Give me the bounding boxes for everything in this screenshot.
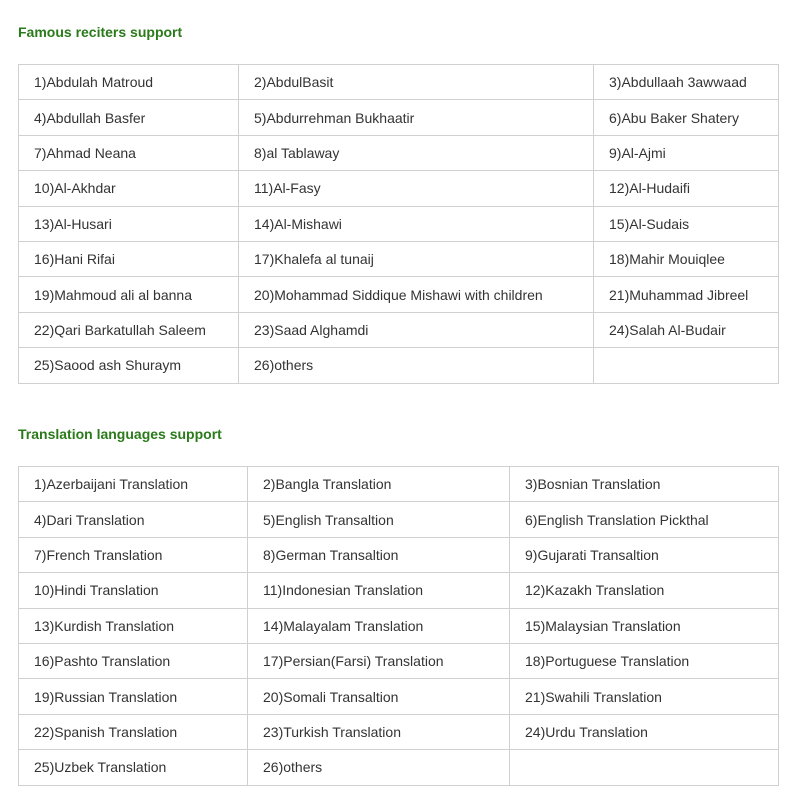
- table-cell: 21)Swahili Translation: [510, 679, 779, 714]
- table-cell: 19)Mahmoud ali al banna: [19, 277, 239, 312]
- table-cell: 5)Abdurrehman Bukhaatir: [239, 100, 594, 135]
- table-cell: 15)Malaysian Translation: [510, 608, 779, 643]
- table-cell: 13)Kurdish Translation: [19, 608, 248, 643]
- table-cell: 11)Al-Fasy: [239, 171, 594, 206]
- table-cell: 26)others: [248, 750, 510, 785]
- table-cell: 18)Portuguese Translation: [510, 643, 779, 678]
- table-row: [19, 135, 779, 170]
- table-cell: 7)Ahmad Neana: [19, 135, 239, 170]
- table-row: [19, 608, 779, 643]
- table-cell: 8)German Transaltion: [248, 537, 510, 572]
- table-cell: 14)Malayalam Translation: [248, 608, 510, 643]
- table-row: [19, 467, 779, 502]
- table-cell: [510, 750, 779, 785]
- reciters-table: [18, 64, 779, 384]
- table-cell: 24)Urdu Translation: [510, 714, 779, 749]
- table-cell: 20)Mohammad Siddique Mishawi with children: [239, 277, 594, 312]
- table-cell: 22)Qari Barkatullah Saleem: [19, 312, 239, 347]
- table-cell: 25)Uzbek Translation: [19, 750, 248, 785]
- table-cell: 11)Indonesian Translation: [248, 573, 510, 608]
- table-cell: 15)Al-Sudais: [594, 206, 779, 241]
- table-cell: 17)Khalefa al tunaij: [239, 241, 594, 276]
- table-cell: [594, 348, 779, 383]
- table-cell: 20)Somali Transaltion: [248, 679, 510, 714]
- table-row: [19, 348, 779, 383]
- table-row: [19, 100, 779, 135]
- table-row: [19, 277, 779, 312]
- table-cell: 10)Al-Akhdar: [19, 171, 239, 206]
- table-cell: 19)Russian Translation: [19, 679, 248, 714]
- table-cell: 8)al Tablaway: [239, 135, 594, 170]
- table-cell: 12)Al-Hudaifi: [594, 171, 779, 206]
- table-cell: 1)Abdulah Matroud: [19, 65, 239, 100]
- translations-table: [18, 466, 779, 786]
- table-cell: 7)French Translation: [19, 537, 248, 572]
- table-row: [19, 502, 779, 537]
- table-cell: 5)English Transaltion: [248, 502, 510, 537]
- table-row: [19, 206, 779, 241]
- table-cell: 14)Al-Mishawi: [239, 206, 594, 241]
- table-cell: 3)Abdullaah 3awwaad: [594, 65, 779, 100]
- table-cell: 6)Abu Baker Shatery: [594, 100, 779, 135]
- table-cell: 2)Bangla Translation: [248, 467, 510, 502]
- table-cell: 25)Saood ash Shuraym: [19, 348, 239, 383]
- table-cell: 16)Hani Rifai: [19, 241, 239, 276]
- table-cell: 18)Mahir Mouiqlee: [594, 241, 779, 276]
- translations-heading: Translation languages support: [18, 426, 222, 442]
- reciters-heading: Famous reciters support: [18, 24, 183, 40]
- table-cell: 3)Bosnian Translation: [510, 467, 779, 502]
- table-row: [19, 750, 779, 785]
- table-cell: 4)Dari Translation: [19, 502, 248, 537]
- table-row: [19, 714, 779, 749]
- table-cell: 21)Muhammad Jibreel: [594, 277, 779, 312]
- table-cell: 13)Al-Husari: [19, 206, 239, 241]
- table-cell: 24)Salah Al-Budair: [594, 312, 779, 347]
- table-cell: 16)Pashto Translation: [19, 643, 248, 678]
- table-cell: 23)Saad Alghamdi: [239, 312, 594, 347]
- table-row: [19, 679, 779, 714]
- table-row: [19, 643, 779, 678]
- table-cell: 9)Al-Ajmi: [594, 135, 779, 170]
- table-cell: 4)Abdullah Basfer: [19, 100, 239, 135]
- table-cell: 12)Kazakh Translation: [510, 573, 779, 608]
- table-cell: 23)Turkish Translation: [248, 714, 510, 749]
- table-cell: 1)Azerbaijani Translation: [19, 467, 248, 502]
- table-cell: 2)AbdulBasit: [239, 65, 594, 100]
- table-row: [19, 171, 779, 206]
- table-row: [19, 537, 779, 572]
- table-cell: 6)English Translation Pickthal: [510, 502, 779, 537]
- table-cell: 22)Spanish Translation: [19, 714, 248, 749]
- table-row: [19, 241, 779, 276]
- table-cell: 9)Gujarati Transaltion: [510, 537, 779, 572]
- table-row: [19, 312, 779, 347]
- table-row: [19, 65, 779, 100]
- table-cell: 26)others: [239, 348, 594, 383]
- table-cell: 10)Hindi Translation: [19, 573, 248, 608]
- table-row: [19, 573, 779, 608]
- table-cell: 17)Persian(Farsi) Translation: [248, 643, 510, 678]
